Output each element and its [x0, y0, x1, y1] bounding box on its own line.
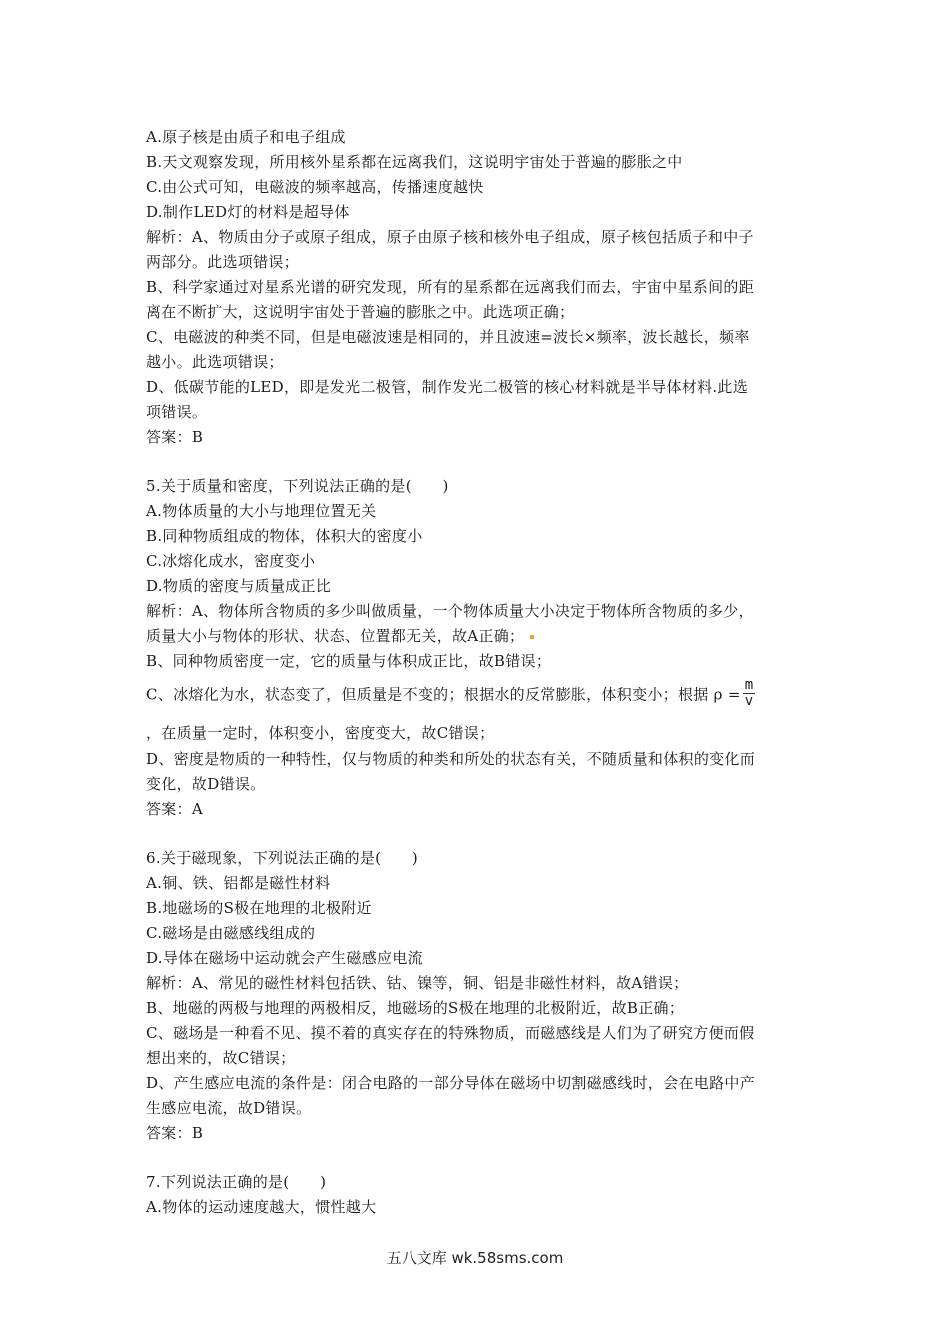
option-a: A.物体质量的大小与地理位置无关 [146, 502, 377, 520]
option-a: A.物体的运动速度越大，惯性越大 [146, 1198, 377, 1216]
answer: 答案：B [146, 1124, 204, 1142]
option-b: B.天文观察发现，所用核外星系都在远离我们，这说明宇宙处于普遍的膨胀之中 [146, 153, 683, 171]
analysis-line: D、低碳节能的LED，即是发光二极管，制作发光二极管的核心材料就是半导体材料.此选 [146, 378, 749, 396]
analysis-line: 变化，故D错误。 [146, 775, 266, 793]
formula-numerator: m [744, 677, 754, 693]
density-formula [743, 678, 756, 709]
analysis-line: 解析：A、物体所含物质的多少叫做质量，一个物体质量大小决定于物体所含物质的多少， [146, 602, 754, 620]
analysis-line: 想出来的，故C错误； [146, 1049, 296, 1067]
highlight-dot [530, 635, 534, 639]
option-b: B.同种物质组成的物体，体积大的密度小 [146, 527, 423, 545]
analysis-line: D、产生感应电流的条件是：闭合电路的一部分导体在磁场中切割磁感线时，会在电路中产 [146, 1074, 756, 1092]
question-6: 6.关于磁现象，下列说法正确的是( ) [146, 849, 419, 867]
analysis-line: B、科学家通过对星系光谱的研究发现，所有的星系都在远离我们而去，宇宙中星系间的距 [146, 278, 755, 296]
analysis-line: 生感应电流，故D错误。 [146, 1099, 312, 1117]
analysis-line: 离在不断扩大，这说明宇宙处于普遍的膨胀之中。此选项正确； [146, 303, 575, 321]
option-c: C.由公式可知，电磁波的频率越高，传播速度越快 [146, 178, 484, 196]
analysis-line: 两部分。此选项错误； [146, 253, 300, 271]
option-d: D.导体在磁场中运动就会产生磁感应电流 [146, 949, 423, 967]
option-d: D.制作LED灯的材料是超导体 [146, 203, 350, 221]
answer: 答案：A [146, 800, 204, 818]
question-5: 5.关于质量和密度，下列说法正确的是( ) [146, 477, 449, 495]
analysis-line [146, 677, 755, 711]
analysis-line: B、地磁的两极与地理的两极相反，地磁场的S极在地理的北极附近，故B正确； [146, 999, 685, 1017]
analysis-line: ，在质量一定时，体积变小，密度变大，故C错误； [146, 724, 495, 742]
analysis-line: 项错误。 [146, 403, 208, 421]
analysis-line: C、磁场是一种看不见、摸不着的真实存在的特殊物质，而磁感线是人们为了研究方便而假 [146, 1024, 755, 1042]
option-d: D.物质的密度与质量成正比 [146, 577, 332, 595]
analysis-line: 越小。此选项错误； [146, 353, 284, 371]
question-7: 7.下列说法正确的是( ) [146, 1173, 327, 1191]
analysis-line: D、密度是物质的一种特性，仅与物质的种类和所处的状态有关，不随质量和体积的变化而 [146, 750, 756, 768]
analysis-text: C、冰熔化为水，状态变了，但质量是不变的；根据水的反常膨胀，体积变小；根据 ρ = [146, 685, 741, 704]
option-c: C.冰熔化成水，密度变小 [146, 552, 316, 570]
analysis-text: 质量大小与物体的形状、状态、位置都无关，故A正确； [146, 627, 525, 645]
option-b: B.地磁场的S极在地理的北极附近 [146, 899, 372, 917]
option-a: A.铜、铁、铝都是磁性材料 [146, 874, 331, 892]
analysis-line: 解析：A、物质由分子或原子组成，原子由原子核和核外电子组成，原子核包括质子和中子 [146, 228, 754, 246]
option-a: A.原子核是由质子和电子组成 [146, 128, 346, 146]
analysis-line: 解析：A、常见的磁性材料包括铁、钴、镍等，铜、铝是非磁性材料，故A错误； [146, 974, 689, 992]
option-c: C.磁场是由磁感线组成的 [146, 924, 316, 942]
answer: 答案：B [146, 428, 204, 446]
analysis-line: B、同种物质密度一定，它的质量与体积成正比，故B错误； [146, 652, 552, 670]
formula-denominator: v [744, 693, 754, 709]
footer-watermark: 五八文库 wk.58sms.com [386, 1249, 564, 1267]
analysis-line [146, 626, 534, 646]
analysis-line: C、电磁波的种类不同，但是电磁波速是相同的，并且波速=波长×频率，波长越长，频率 [146, 328, 750, 346]
